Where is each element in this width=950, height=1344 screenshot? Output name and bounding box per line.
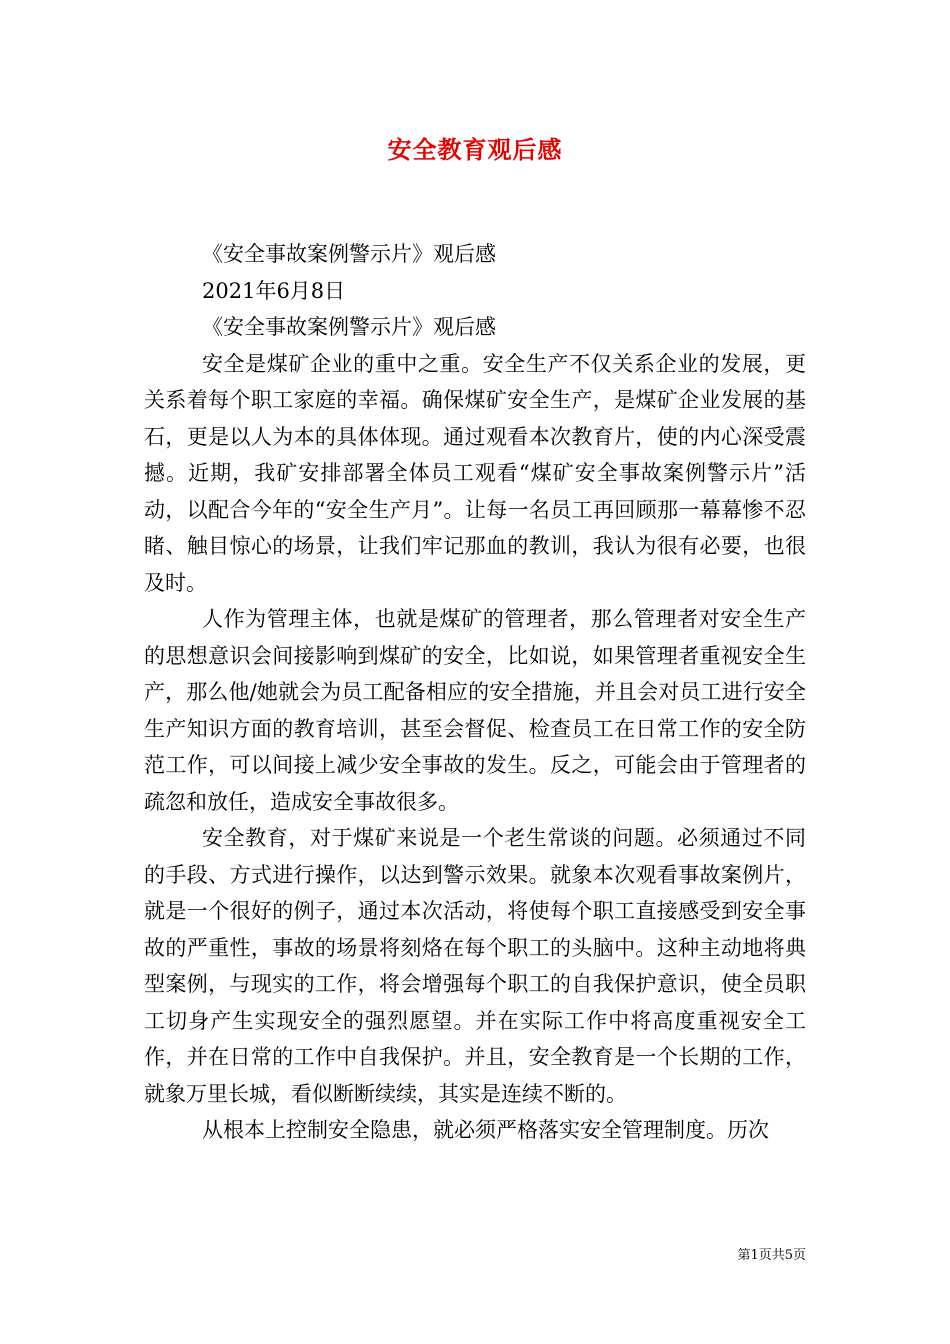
document-title: 安全教育观后感 bbox=[387, 135, 563, 164]
paragraph: 从根本上控制安全隐患，就必须严格落实安全管理制度。历次 bbox=[202, 1118, 769, 1142]
paragraph: 人作为管理主体，也就是煤矿的管理者，那么管理者对安全生产的思想意识会间接影响到煤矿的安全，比如说，如果管理者重视安全生产，那么他/她就会为员工配备相应的安全措施，并且会对员工进行安全生产知识方面的教育培训，甚至会督促、检查员工在日常工作的安全防范工作，可以间接上减少安全事故的发生。反之，可能会由于管理者的疏忽和放任，造成安全事故很多。 bbox=[144, 607, 806, 814]
paragraph: 安全教育，对于煤矿来说是一个老生常谈的问题。必须通过不同的手段、方式进行操作，以达到警示效果。就象本次观看事故案例片，就是一个很好的例子，通过本次活动，将使每个职工直接感受到安全事故的严重性，事故的场景将刻烙在每个职工的头脑中。这种主动地将典型案例，与现实的工作，将会增强每个职工的自我保护意识，使全员职工切身产生实现安全的强烈愿望。并在实际工作中将高度重视安全工作，并在日常的工作中自我保护。并且，安全教育是一个长期的工作，就象万里长城，看似断断续续，其实是连续不断的。 bbox=[144, 826, 806, 1106]
document-body bbox=[144, 236, 806, 1149]
page-number-footer: 第1页共5页 bbox=[737, 1248, 806, 1263]
subtitle-line: 《安全事故案例警示片》观后感 bbox=[202, 242, 496, 266]
date-line: 2021年6月8日 bbox=[202, 278, 346, 303]
paragraph: 安全是煤矿企业的重中之重。安全生产不仅关系企业的发展，更关系着每个职工家庭的幸福。确保煤矿安全生产，是煤矿企业发展的基石，更是以人为本的具体体现。通过观看本次教育片，使的内心深受震撼。近期，我矿安排部署全体员工观看“煤矿安全事故案例警示片”活动，以配合今年的“安全生产月”。让每一名员工再回顾那一幕幕惨不忍睹、触目惊心的场景，让我们牢记那血的教训，我认为很有必要，也很及时。 bbox=[144, 351, 806, 595]
subtitle-line-repeat: 《安全事故案例警示片》观后感 bbox=[202, 315, 496, 339]
